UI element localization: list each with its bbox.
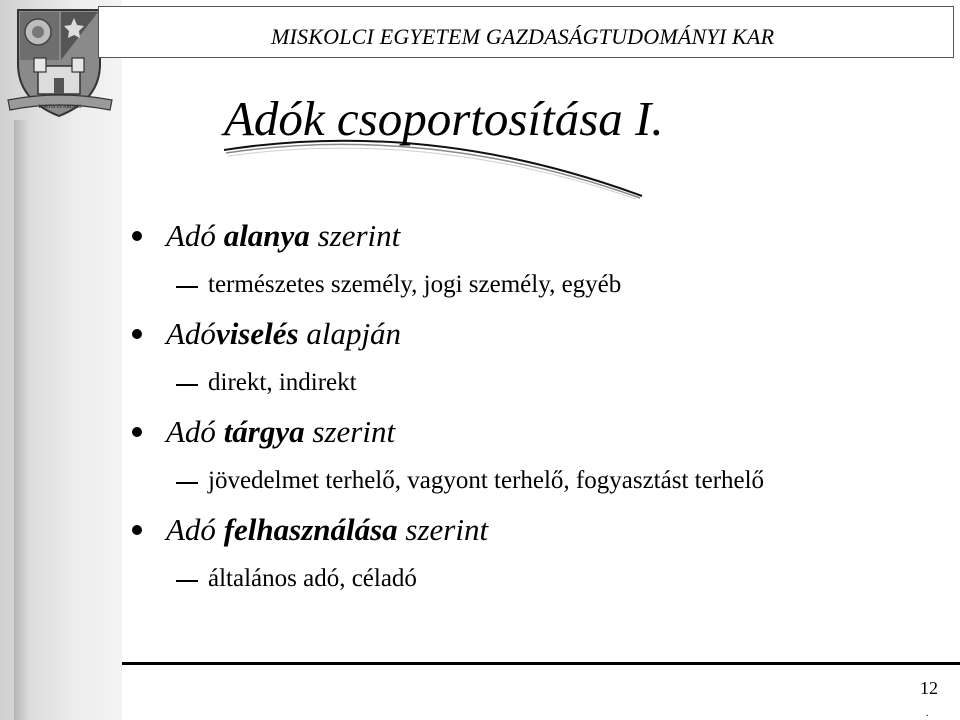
- sub-item: természetes személy, jogi személy, egyéb: [128, 268, 948, 302]
- sub-item: jövedelmet terhelő, vagyont terhelő, fogyasztást terhelő: [128, 464, 948, 498]
- page-number: 12: [920, 678, 938, 698]
- list-item: Adó tárgya szerint: [128, 412, 948, 452]
- dash-icon: [176, 286, 198, 288]
- sub-item: általános adó, céladó: [128, 562, 948, 596]
- footer-mark: .: [926, 708, 929, 719]
- header-institution: MISKOLCI EGYETEM GAZDASÁGTUDOMÁNYI KAR: [271, 24, 775, 49]
- content-list: [128, 216, 948, 608]
- dash-icon: [176, 482, 198, 484]
- list-item: Adó felhasználása szerint: [128, 510, 948, 550]
- footer-divider: [122, 662, 960, 665]
- list-item: Adó alanya szerint: [128, 216, 948, 256]
- bullet-dot-icon: [132, 427, 142, 437]
- sub-item: direkt, indirekt: [128, 366, 948, 400]
- dash-icon: [176, 580, 198, 582]
- bullet-dot-icon: [132, 231, 142, 241]
- list-item: Adóviselés alapján: [128, 314, 948, 354]
- bullet-dot-icon: [132, 525, 142, 535]
- sidebar-stripe: [14, 120, 28, 720]
- crest-motto: FORTIS IN ARDUIS: [38, 105, 82, 110]
- dash-icon: [176, 384, 198, 386]
- slide-title: Adók csoportosítása I.: [224, 91, 664, 146]
- bullet-dot-icon: [132, 329, 142, 339]
